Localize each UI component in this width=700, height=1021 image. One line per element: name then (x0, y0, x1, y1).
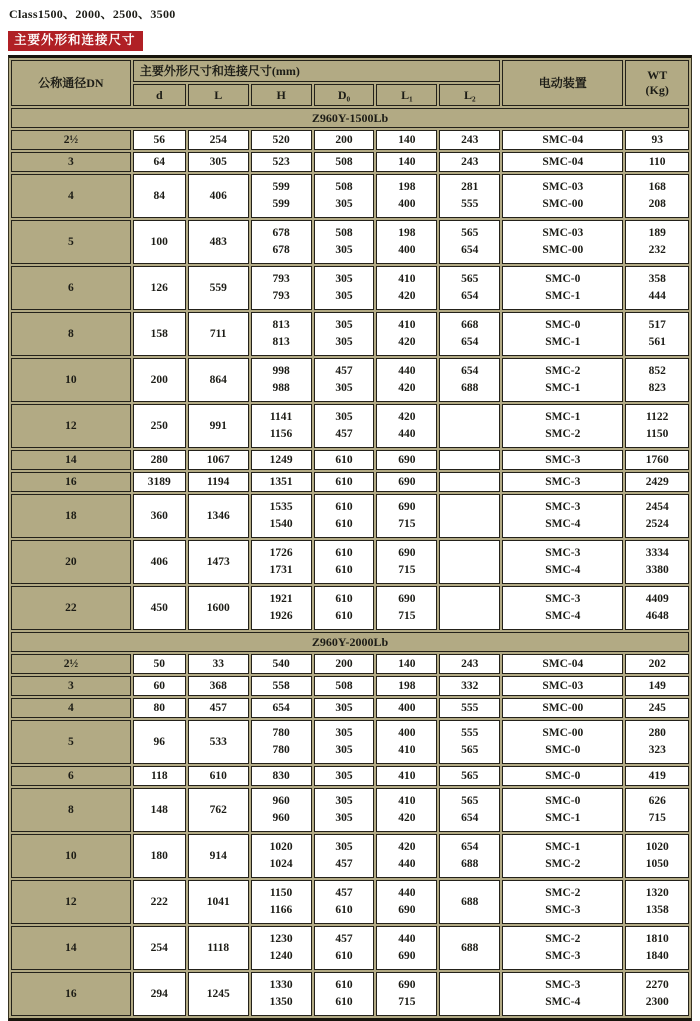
cell-actuator: SMC-0 SMC-1 (502, 266, 623, 310)
cell-wt: 245 (625, 698, 689, 718)
cell-H: 1020 1024 (251, 834, 312, 878)
cell-L1: 690 715 (376, 972, 437, 1016)
cell-H: 523 (251, 152, 312, 172)
cell-L2: 565 654 (439, 220, 500, 264)
table-row (11, 586, 689, 630)
cell-L: 406 (188, 174, 249, 218)
cell-d: 250 (133, 404, 186, 448)
cell-dn: 14 (11, 926, 131, 970)
cell-L: 483 (188, 220, 249, 264)
cell-H: 1351 (251, 472, 312, 492)
cell-d: 96 (133, 720, 186, 764)
cell-actuator: SMC-0 SMC-1 (502, 312, 623, 356)
cell-L: 1600 (188, 586, 249, 630)
table-row (11, 472, 689, 492)
cell-L1: 400 (376, 698, 437, 718)
cell-d: 222 (133, 880, 186, 924)
dimensions-table (9, 58, 691, 1018)
cell-L: 533 (188, 720, 249, 764)
cell-actuator: SMC-2 SMC-1 (502, 358, 623, 402)
cell-L1: 420 440 (376, 404, 437, 448)
cell-d: 80 (133, 698, 186, 718)
cell-H: 1150 1166 (251, 880, 312, 924)
cell-actuator: SMC-1 SMC-2 (502, 404, 623, 448)
cell-actuator: SMC-1 SMC-2 (502, 834, 623, 878)
header-wt-line1: WT (647, 67, 668, 82)
cell-actuator: SMC-3 SMC-4 (502, 586, 623, 630)
cell-d: 56 (133, 130, 186, 150)
cell-L1: 410 420 (376, 788, 437, 832)
cell-wt: 517 561 (625, 312, 689, 356)
cell-wt: 1760 (625, 450, 689, 470)
cell-H: 1249 (251, 450, 312, 470)
cell-L: 914 (188, 834, 249, 878)
cell-actuator: SMC-0 (502, 766, 623, 786)
cell-L: 368 (188, 676, 249, 696)
cell-wt: 189 232 (625, 220, 689, 264)
header-row-1 (11, 60, 689, 82)
cell-L2: 654 688 (439, 358, 500, 402)
cell-d: 64 (133, 152, 186, 172)
class-rating-note: Class1500、2000、2500、3500 (9, 7, 176, 21)
cell-wt: 4409 4648 (625, 586, 689, 630)
cell-d: 148 (133, 788, 186, 832)
cell-D0: 305 457 (314, 404, 375, 448)
table-row (11, 130, 689, 150)
table-row (11, 358, 689, 402)
cell-wt: 2270 2300 (625, 972, 689, 1016)
table-row (11, 676, 689, 696)
cell-L2: 555 (439, 698, 500, 718)
cell-D0: 305 305 (314, 266, 375, 310)
cell-D0: 305 (314, 766, 375, 786)
cell-wt: 2429 (625, 472, 689, 492)
cell-L: 1118 (188, 926, 249, 970)
section-title: Z960Y-1500Lb (11, 108, 689, 128)
cell-d: 200 (133, 358, 186, 402)
cell-L1: 690 715 (376, 540, 437, 584)
cell-actuator: SMC-04 (502, 130, 623, 150)
table-row (11, 972, 689, 1016)
cell-D0: 610 (314, 472, 375, 492)
cell-wt: 358 444 (625, 266, 689, 310)
cell-H: 654 (251, 698, 312, 718)
cell-d: 180 (133, 834, 186, 878)
cell-wt: 168 208 (625, 174, 689, 218)
cell-L: 33 (188, 654, 249, 674)
cell-H: 1230 1240 (251, 926, 312, 970)
cell-H: 998 988 (251, 358, 312, 402)
cell-dn: 3 (11, 676, 131, 696)
cell-d: 450 (133, 586, 186, 630)
section-row (11, 632, 689, 652)
cell-dn: 10 (11, 358, 131, 402)
cell-D0: 305 (314, 698, 375, 718)
cell-L: 610 (188, 766, 249, 786)
cell-L: 1194 (188, 472, 249, 492)
cell-L2 (439, 450, 500, 470)
cell-d: 254 (133, 926, 186, 970)
cell-d: 360 (133, 494, 186, 538)
cell-H: 780 780 (251, 720, 312, 764)
cell-L2: 565 654 (439, 788, 500, 832)
cell-D0: 457 610 (314, 926, 375, 970)
cell-dn: 5 (11, 720, 131, 764)
cell-actuator: SMC-03 SMC-00 (502, 220, 623, 264)
cell-D0: 305 305 (314, 720, 375, 764)
cell-actuator: SMC-2 SMC-3 (502, 880, 623, 924)
header-dims-group: 主要外形尺寸和连接尺寸(mm) (133, 60, 500, 82)
cell-D0: 305 305 (314, 788, 375, 832)
cell-actuator: SMC-04 (502, 654, 623, 674)
table-row (11, 788, 689, 832)
cell-actuator: SMC-00 SMC-0 (502, 720, 623, 764)
cell-L1: 140 (376, 130, 437, 150)
cell-dn: 3 (11, 152, 131, 172)
cell-L1: 400 410 (376, 720, 437, 764)
cell-L: 762 (188, 788, 249, 832)
cell-L: 864 (188, 358, 249, 402)
header-col-l: L (188, 84, 249, 106)
cell-d: 294 (133, 972, 186, 1016)
cell-d: 3189 (133, 472, 186, 492)
cell-dn: 22 (11, 586, 131, 630)
cell-L: 1067 (188, 450, 249, 470)
cell-L1: 420 440 (376, 834, 437, 878)
table-row (11, 720, 689, 764)
header-col-d0: D₀ (314, 84, 375, 106)
cell-H: 960 960 (251, 788, 312, 832)
cell-D0: 305 457 (314, 834, 375, 878)
cell-D0: 508 305 (314, 220, 375, 264)
cell-L1: 690 715 (376, 586, 437, 630)
cell-L2: 688 (439, 926, 500, 970)
cell-dn: 10 (11, 834, 131, 878)
cell-d: 118 (133, 766, 186, 786)
cell-H: 599 599 (251, 174, 312, 218)
cell-dn: 2½ (11, 130, 131, 150)
section-row (11, 108, 689, 128)
cell-actuator: SMC-3 SMC-4 (502, 972, 623, 1016)
cell-d: 126 (133, 266, 186, 310)
cell-L1: 198 400 (376, 174, 437, 218)
cell-H: 1921 1926 (251, 586, 312, 630)
cell-L2: 332 (439, 676, 500, 696)
cell-actuator: SMC-2 SMC-3 (502, 926, 623, 970)
cell-L: 1346 (188, 494, 249, 538)
cell-L1: 690 (376, 450, 437, 470)
cell-dn: 2½ (11, 654, 131, 674)
cell-L2 (439, 494, 500, 538)
cell-L1: 198 400 (376, 220, 437, 264)
table-row (11, 404, 689, 448)
cell-D0: 508 (314, 152, 375, 172)
cell-L2 (439, 586, 500, 630)
cell-H: 813 813 (251, 312, 312, 356)
header-col-l2: L₂ (439, 84, 500, 106)
header-dn: 公称通径DN (11, 60, 131, 106)
cell-dn: 16 (11, 472, 131, 492)
cell-actuator: SMC-3 SMC-4 (502, 540, 623, 584)
table-row (11, 654, 689, 674)
cell-wt: 110 (625, 152, 689, 172)
cell-L1: 410 420 (376, 266, 437, 310)
cell-wt: 2454 2524 (625, 494, 689, 538)
cell-dn: 6 (11, 266, 131, 310)
cell-L2: 668 654 (439, 312, 500, 356)
cell-d: 60 (133, 676, 186, 696)
cell-actuator: SMC-04 (502, 152, 623, 172)
cell-dn: 12 (11, 880, 131, 924)
cell-d: 158 (133, 312, 186, 356)
cell-wt: 419 (625, 766, 689, 786)
table-row (11, 266, 689, 310)
cell-L: 559 (188, 266, 249, 310)
table-row (11, 312, 689, 356)
table-row (11, 450, 689, 470)
cell-L: 711 (188, 312, 249, 356)
cell-D0: 610 610 (314, 540, 375, 584)
cell-L2: 688 (439, 880, 500, 924)
cell-L: 305 (188, 152, 249, 172)
table-row (11, 698, 689, 718)
cell-L2: 555 565 (439, 720, 500, 764)
cell-D0: 508 (314, 676, 375, 696)
cell-L2 (439, 404, 500, 448)
cell-d: 84 (133, 174, 186, 218)
cell-L1: 140 (376, 152, 437, 172)
cell-L2 (439, 540, 500, 584)
cell-L: 1473 (188, 540, 249, 584)
cell-L1: 690 (376, 472, 437, 492)
section-banner: 主要外形和连接尺寸 (8, 31, 143, 51)
cell-H: 540 (251, 654, 312, 674)
cell-D0: 305 305 (314, 312, 375, 356)
table-row (11, 766, 689, 786)
cell-D0: 610 610 (314, 586, 375, 630)
cell-L2: 243 (439, 152, 500, 172)
header-col-l1: L₁ (376, 84, 437, 106)
cell-d: 100 (133, 220, 186, 264)
cell-dn: 4 (11, 698, 131, 718)
cell-wt: 1810 1840 (625, 926, 689, 970)
cell-L2: 565 (439, 766, 500, 786)
table-row (11, 880, 689, 924)
cell-L2: 243 (439, 654, 500, 674)
header-actuator: 电动装置 (502, 60, 623, 106)
cell-wt: 93 (625, 130, 689, 150)
cell-L1: 198 (376, 676, 437, 696)
cell-wt: 1122 1150 (625, 404, 689, 448)
table-row (11, 152, 689, 172)
cell-L: 1245 (188, 972, 249, 1016)
cell-d: 406 (133, 540, 186, 584)
cell-L1: 410 (376, 766, 437, 786)
cell-d: 50 (133, 654, 186, 674)
cell-D0: 457 610 (314, 880, 375, 924)
header-col-d: d (133, 84, 186, 106)
cell-d: 280 (133, 450, 186, 470)
cell-dn: 5 (11, 220, 131, 264)
cell-L2: 654 688 (439, 834, 500, 878)
cell-D0: 610 610 (314, 972, 375, 1016)
cell-L2: 281 555 (439, 174, 500, 218)
cell-L1: 440 420 (376, 358, 437, 402)
cell-actuator: SMC-3 (502, 450, 623, 470)
table-row (11, 494, 689, 538)
cell-L: 254 (188, 130, 249, 150)
dimensions-table-wrapper (8, 55, 692, 1021)
cell-L: 1041 (188, 880, 249, 924)
cell-actuator: SMC-03 SMC-00 (502, 174, 623, 218)
cell-dn: 6 (11, 766, 131, 786)
cell-actuator: SMC-0 SMC-1 (502, 788, 623, 832)
cell-dn: 18 (11, 494, 131, 538)
table-row (11, 926, 689, 970)
cell-wt: 1020 1050 (625, 834, 689, 878)
table-row (11, 174, 689, 218)
cell-dn: 16 (11, 972, 131, 1016)
header-col-h: H (251, 84, 312, 106)
cell-wt: 852 823 (625, 358, 689, 402)
cell-H: 520 (251, 130, 312, 150)
cell-actuator: SMC-3 SMC-4 (502, 494, 623, 538)
cell-wt: 280 323 (625, 720, 689, 764)
table-row (11, 220, 689, 264)
cell-H: 1141 1156 (251, 404, 312, 448)
cell-dn: 12 (11, 404, 131, 448)
cell-D0: 610 (314, 450, 375, 470)
cell-L1: 140 (376, 654, 437, 674)
section-title: Z960Y-2000Lb (11, 632, 689, 652)
cell-L1: 410 420 (376, 312, 437, 356)
cell-L: 457 (188, 698, 249, 718)
table-row (11, 540, 689, 584)
cell-wt: 626 715 (625, 788, 689, 832)
cell-wt: 202 (625, 654, 689, 674)
header-wt (625, 60, 689, 106)
cell-L1: 440 690 (376, 926, 437, 970)
cell-L1: 690 715 (376, 494, 437, 538)
cell-H: 678 678 (251, 220, 312, 264)
cell-wt: 3334 3380 (625, 540, 689, 584)
cell-dn: 14 (11, 450, 131, 470)
cell-L2: 243 (439, 130, 500, 150)
cell-D0: 610 610 (314, 494, 375, 538)
cell-D0: 200 (314, 654, 375, 674)
cell-H: 1330 1350 (251, 972, 312, 1016)
cell-L: 991 (188, 404, 249, 448)
cell-dn: 20 (11, 540, 131, 584)
cell-L2: 565 654 (439, 266, 500, 310)
cell-L2 (439, 972, 500, 1016)
cell-dn: 4 (11, 174, 131, 218)
cell-D0: 200 (314, 130, 375, 150)
cell-dn: 8 (11, 312, 131, 356)
cell-actuator: SMC-3 (502, 472, 623, 492)
cell-actuator: SMC-00 (502, 698, 623, 718)
cell-H: 1726 1731 (251, 540, 312, 584)
cell-H: 1535 1540 (251, 494, 312, 538)
cell-L1: 440 690 (376, 880, 437, 924)
header-wt-line2: (Kg) (645, 82, 669, 97)
cell-actuator: SMC-03 (502, 676, 623, 696)
cell-wt: 149 (625, 676, 689, 696)
cell-L2 (439, 472, 500, 492)
cell-H: 558 (251, 676, 312, 696)
cell-wt: 1320 1358 (625, 880, 689, 924)
cell-D0: 457 305 (314, 358, 375, 402)
cell-dn: 8 (11, 788, 131, 832)
table-row (11, 834, 689, 878)
cell-D0: 508 305 (314, 174, 375, 218)
cell-H: 793 793 (251, 266, 312, 310)
cell-H: 830 (251, 766, 312, 786)
